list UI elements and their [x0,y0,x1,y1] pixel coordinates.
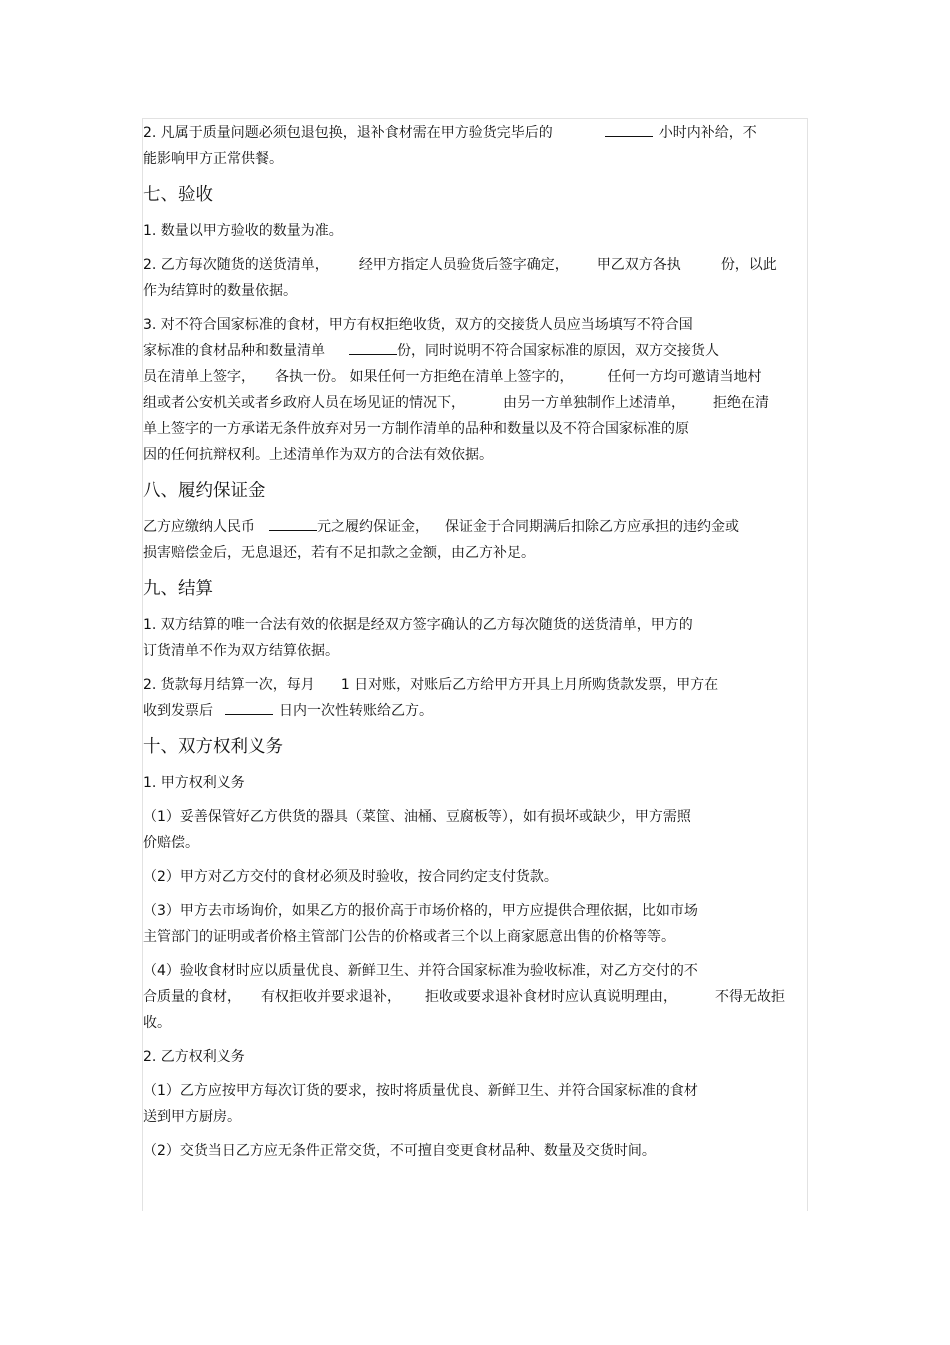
paragraph-s9-item2 [143,672,805,724]
heading-s9: 九、结算 [143,579,213,599]
text: 3. 对不符合国家标准的食材，甲方有权拒绝收货，双方的交接货人员应当场填写不符合国 [143,317,693,333]
heading-s7: 七、验收 [143,185,213,205]
heading-s10: 十、双方权利义务 [143,737,283,757]
text: 元之履约保证金， [317,519,429,535]
text: 日内一次性转账给乙方。 [279,703,433,719]
text: 作为结算时的数量依据。 [143,283,297,299]
text: 有权拒收并要求退补， [261,989,401,1005]
paragraph-a1 [143,804,805,856]
text: 能影响甲方正常供餐。 [143,151,283,167]
text: 损害赔偿金后，无息退还，若有不足扣款之金额，由乙方补足。 [143,545,535,561]
text: 由另一方单独制作上述清单， [503,395,685,411]
text: 价赔偿。 [143,835,199,851]
text: （4）验收食材时应以质量优良、新鲜卫生、并符合国家标准为验收标准，对乙方交付的不 [143,963,698,979]
document-body [143,120,805,1172]
subheading-party-b [143,1044,805,1070]
text: （2）交货当日乙方应无条件正常交货，不可擅自变更食材品种、数量及交货时间。 [143,1143,656,1159]
text: 经甲方指定人员验货后签字确定， [358,257,569,273]
text: 主管部门的证明或者价格主管部门公告的价格或者三个以上商家愿意出售的价格等等。 [143,929,675,945]
text: （3）甲方去市场询价，如果乙方的报价高于市场价格的，甲方应提供合理依据，比如市场 [143,903,698,919]
paragraph-b2 [143,1138,805,1164]
blank-days[interactable] [225,698,273,715]
paragraph-s8 [143,514,805,566]
text: 1. 甲方权利义务 [143,775,245,791]
paragraph-a2 [143,864,805,890]
text: 2. 乙方每次随货的送货清单， [143,257,329,273]
text: 订货清单不作为双方结算依据。 [143,643,339,659]
text: （2）甲方对乙方交付的食材必须及时验收，按合同约定支付货款。 [143,869,558,885]
paragraph-a3 [143,898,805,950]
text: 2. 乙方权利义务 [143,1049,245,1065]
text: 1 日对账，对账后乙方给甲方开具上月所购货款发票，甲方在 [340,677,719,693]
text: 份，以此 [720,257,777,273]
paragraph-a4 [143,958,805,1036]
text: 2. 货款每月结算一次，每月 [143,677,315,693]
blank-deposit-amount[interactable] [269,514,317,531]
text: 收到发票后 [143,703,213,719]
text: 单上签字的一方承诺无条件放弃对另一方制作清单的品种和数量以及不符合国家标准的原 [143,421,689,437]
text: 1. 双方结算的唯一合法有效的依据是经双方签字确认的乙方每次随货的送货清单，甲方的 [143,617,693,633]
text: 收。 [143,1015,171,1031]
text: 组或者公安机关或者乡政府人员在场见证的情况下， [143,395,465,411]
paragraph-s9-item1 [143,612,805,664]
text: 甲乙双方各执 [596,257,681,273]
text: 送到甲方厨房。 [143,1109,241,1125]
text: 乙方应缴纳人民币 [143,519,255,535]
paragraph-b1 [143,1078,805,1130]
text: 拒绝在清 [713,395,769,411]
text: 份，同时说明不符合国家标准的原因，双方交接货人 [397,343,719,359]
text: 各执一份。 如果任何一方拒绝在清单上签字的， [275,369,574,385]
blank-hours[interactable] [605,120,653,137]
blank-copies[interactable] [349,338,397,355]
text: 员在清单上签字， [143,369,255,385]
subheading-party-a [143,770,805,796]
text: 不得无故拒 [715,989,785,1005]
text: 任何一方均可邀请当地村 [607,369,762,385]
text: 因的任何抗辩权利。上述清单作为双方的合法有效依据。 [143,447,493,463]
heading-s8: 八、履约保证金 [143,481,266,501]
paragraph-s7-item1 [143,218,805,244]
text: 保证金于合同期满后扣除乙方应承担的违约金或 [445,519,739,535]
text: 1. 数量以甲方验收的数量为准。 [143,223,343,239]
text: 合质量的食材， [143,989,241,1005]
text: 2. 凡属于质量问题必须包退包换，退补食材需在甲方验货完毕后的 [143,125,553,141]
paragraph-s7-item2 [143,252,805,304]
text: 小时内补给，不 [658,125,757,141]
text: （1）妥善保管好乙方供货的器具（菜筐、油桶、豆腐板等），如有损坏或缺少，甲方需照 [143,809,691,825]
paragraph-s7-item3 [143,312,805,468]
paragraph-s6-item2 [143,120,805,172]
text: （1）乙方应按甲方每次订货的要求，按时将质量优良、新鲜卫生、并符合国家标准的食材 [143,1083,698,1099]
text: 家标准的食材品种和数量清单 [143,343,325,359]
text: 拒收或要求退补食材时应认真说明理由， [425,989,677,1005]
